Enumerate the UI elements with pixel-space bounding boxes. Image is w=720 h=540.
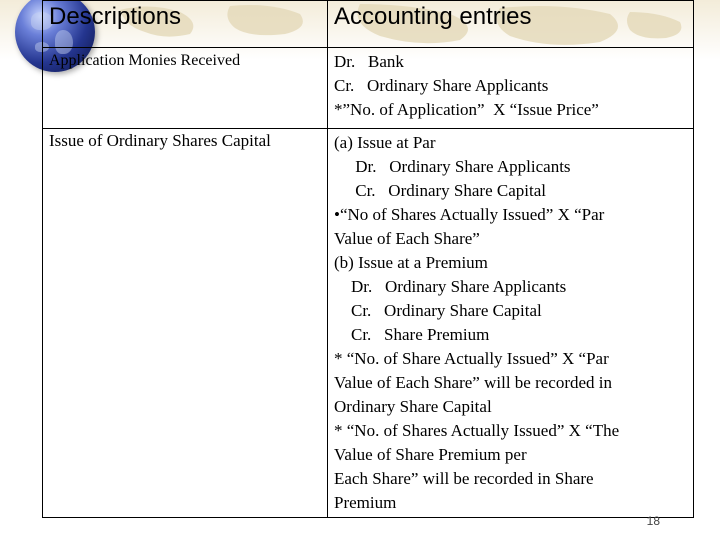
entry-line: (b) Issue at a Premium xyxy=(334,253,488,272)
table-header-row xyxy=(43,1,694,48)
entry-line: •“No of Shares Actually Issued” X “Par xyxy=(334,205,605,224)
entry-line: Premium xyxy=(334,493,397,512)
entry-line: Each Share” will be recorded in Share xyxy=(334,469,594,488)
entry-line: Dr. Bank xyxy=(334,52,404,71)
entry-line: * “No. of Share Actually Issued” X “Par xyxy=(334,349,609,368)
entry-line: Cr. Ordinary Share Applicants xyxy=(334,76,549,95)
table-row xyxy=(43,48,694,129)
row-description xyxy=(43,48,328,129)
entry-line: Cr. Ordinary Share Capital xyxy=(334,181,546,200)
entry-line: Ordinary Share Capital xyxy=(334,397,492,416)
entry-line: Value of Share Premium per xyxy=(334,445,527,464)
row-entries xyxy=(328,48,694,129)
entry-line: Value of Each Share” xyxy=(334,229,480,248)
entry-line: Cr. Share Premium xyxy=(334,325,490,344)
description-text: Issue of Ordinary Shares Capital xyxy=(49,131,271,150)
table-row xyxy=(43,129,694,518)
entry-line: Dr. Ordinary Share Applicants xyxy=(334,157,571,176)
row-description xyxy=(43,129,328,518)
header-accounting-entries: Accounting entries xyxy=(328,1,694,48)
entry-line: Value of Each Share” will be recorded in xyxy=(334,373,613,392)
entry-line: Dr. Ordinary Share Applicants xyxy=(334,277,567,296)
row-entries xyxy=(328,129,694,518)
entry-line: * “No. of Shares Actually Issued” X “The xyxy=(334,421,620,440)
page-number: 18 xyxy=(646,514,660,528)
accounting-entries-table xyxy=(42,0,694,518)
entry-line: *”No. of Application” X “Issue Price” xyxy=(334,100,599,119)
entry-line: Cr. Ordinary Share Capital xyxy=(334,301,542,320)
description-text: Application Monies Received xyxy=(49,52,241,69)
header-descriptions: Descriptions xyxy=(43,1,328,48)
entry-line: (a) Issue at Par xyxy=(334,133,436,152)
